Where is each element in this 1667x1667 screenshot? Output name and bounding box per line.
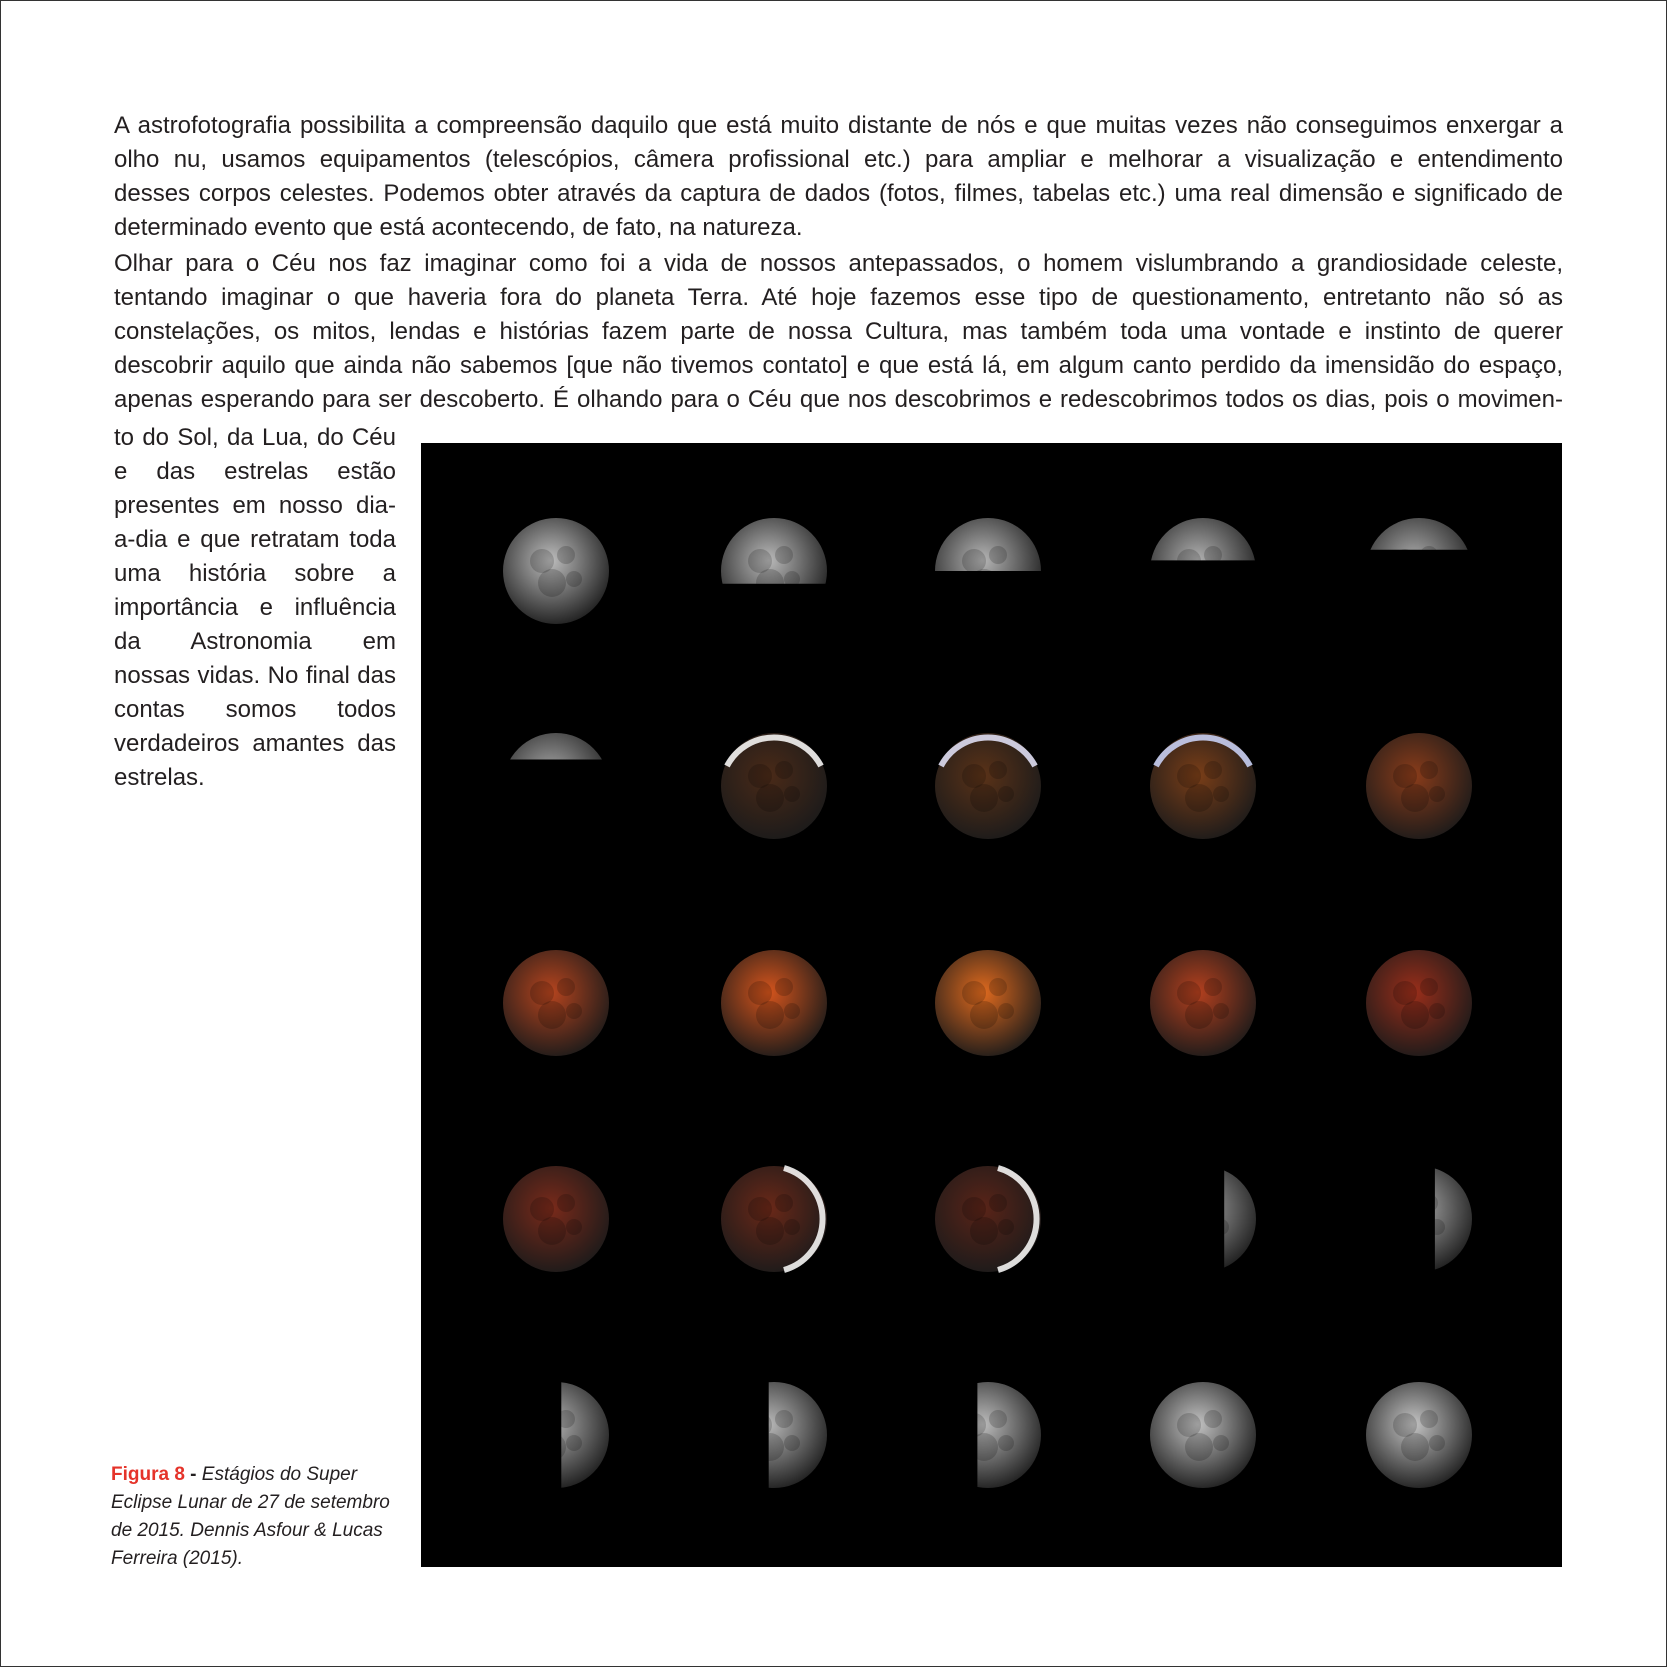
side_text-line: nossas vidas. No final das: [114, 662, 396, 689]
moon-phase-20: [1366, 1166, 1472, 1272]
moon-phase-13: [935, 950, 1041, 1056]
paragraph1-line: olho nu, usamos equipamentos (telescópios, câmera profissional etc.) para ampliar e melhorar a visualização e entendimento: [114, 146, 1563, 173]
lunar-eclipse-photo-grid: [421, 443, 1562, 1567]
paragraph1-line: determinado evento que está acontecendo, de fato, na natureza.: [114, 214, 803, 241]
moon-phase-25: [1366, 1382, 1472, 1488]
figure-label: Figura 8: [111, 1464, 185, 1485]
figure-caption: [111, 1461, 411, 1573]
moon-phase-21: [503, 1382, 609, 1488]
side_text-line: verdadeiros amantes das: [114, 730, 396, 757]
moon-phase-11: [503, 950, 609, 1056]
paragraph2-line: Olhar para o Céu nos faz imaginar como foi a vida de nossos antepassados, o homem vislumbrando a grandiosidade celeste,: [114, 250, 1563, 277]
moon-phase-2: [721, 518, 827, 624]
moon-phase-7: [721, 733, 827, 839]
moon-phase-1: [503, 518, 609, 624]
paragraph-sky: [114, 247, 1563, 417]
paragraph2-line: apenas esperando para ser descoberto. É olhando para o Céu que nos descobrimos e redescobrimos todos os dias, pois o movimen-: [114, 386, 1563, 413]
moon-phase-23: [935, 1382, 1041, 1488]
moon-phase-17: [721, 1166, 827, 1272]
moon-phase-8: [935, 733, 1041, 839]
side_text-line: a-dia e que retratam toda: [114, 526, 396, 553]
side_text-line: e das estrelas estão: [114, 458, 396, 485]
side_text-line: to do Sol, da Lua, do Céu: [114, 424, 396, 451]
side_text-line: uma história sobre a: [114, 560, 396, 587]
moon-phase-4: [1150, 518, 1256, 624]
moon-phase-16: [503, 1166, 609, 1272]
paragraph-astrophotography: [114, 109, 1563, 245]
moon-phase-24: [1150, 1382, 1256, 1488]
caption-text: Estágios do Super Eclipse Lunar de 27 de setembro de 2015. Dennis Asfour & Lucas Ferreira (2015).: [111, 1464, 390, 1569]
paragraph1-line: desses corpos celestes. Podemos obter através da captura de dados (fotos, filmes, tabelas etc.) uma real dimensão e significado de: [114, 180, 1563, 207]
side_text-line: importância e influência: [114, 594, 396, 621]
moon-phase-5: [1366, 518, 1472, 624]
side_text-line: presentes em nosso dia-: [114, 492, 396, 519]
paragraph2-line: descobrir aquilo que ainda não sabemos [que não tivemos contato] e que está lá, em algum canto perdido da imensidão do espaço,: [114, 352, 1563, 379]
side_text-line: da Astronomia em: [114, 628, 396, 655]
caption-dash: -: [184, 1464, 202, 1485]
moon-phase-18: [935, 1166, 1041, 1272]
moon-phase-9: [1150, 733, 1256, 839]
moon-phase-3: [935, 518, 1041, 624]
eclipse-stages-svg: [421, 443, 1562, 1567]
moon-phase-12: [721, 950, 827, 1056]
side_text-line: estrelas.: [114, 764, 205, 791]
paragraph2-line: tentando imaginar o que haveria fora do planeta Terra. Até hoje fazemos esse tipo de questionamento, entretanto não só as: [114, 284, 1563, 311]
side-text-column: [114, 421, 396, 795]
moon-phase-19: [1150, 1166, 1256, 1272]
moon-phase-6: [503, 733, 609, 839]
moon-phase-14: [1150, 950, 1256, 1056]
moon-phase-15: [1366, 950, 1472, 1056]
moon-phase-10: [1366, 733, 1472, 839]
paragraph2-line: constelações, os mitos, lendas e histórias fazem parte de nossa Cultura, mas também toda uma vontade e instinto de querer: [114, 318, 1563, 345]
side_text-line: contas somos todos: [114, 696, 396, 723]
paragraph1-line: A astrofotografia possibilita a compreensão daquilo que está muito distante de nós e que muitas vezes não conseguimos enxergar a: [114, 112, 1563, 139]
moon-phase-22: [721, 1382, 827, 1488]
